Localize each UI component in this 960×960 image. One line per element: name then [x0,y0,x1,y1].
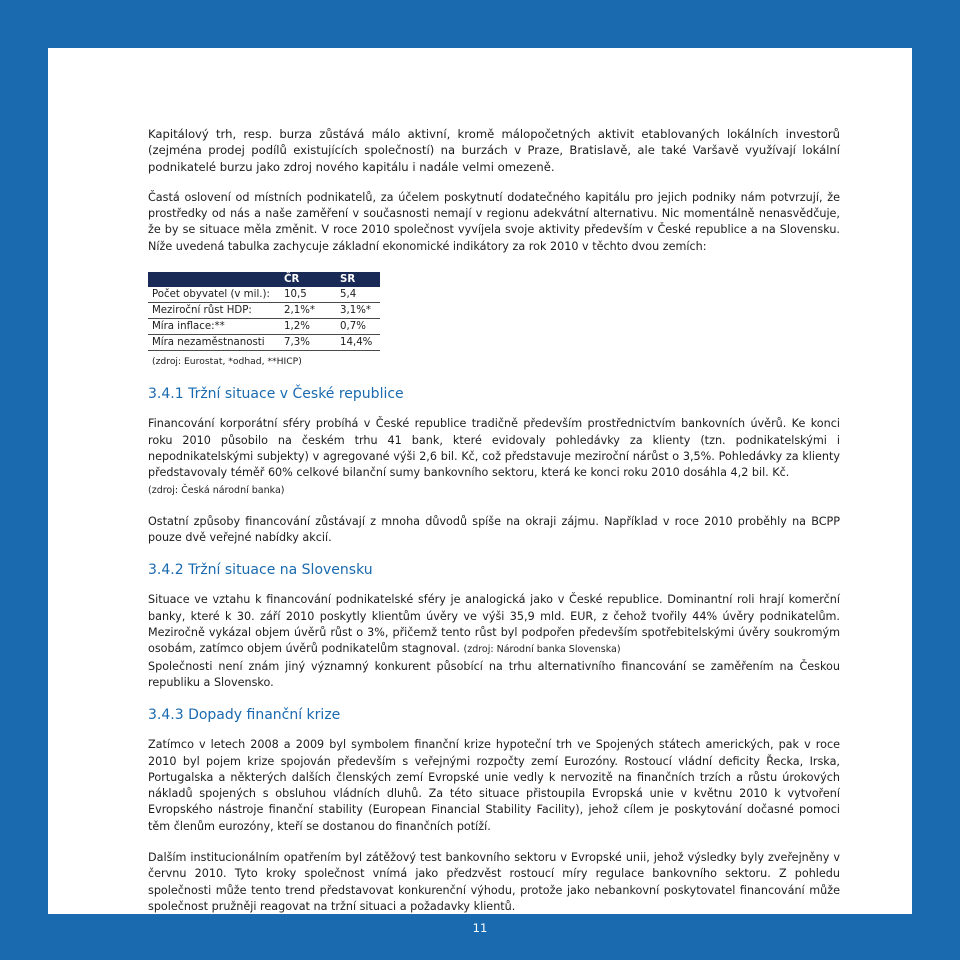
row-label: Míra inflace:** [148,319,284,335]
section-heading-342: 3.4.2 Tržní situace na Slovensku [148,562,373,579]
row-label: Počet obyvatel (v mil.): [148,287,284,303]
row-label: Míra nezaměstnanosti [148,335,284,351]
document-page [48,48,912,914]
section-341-paragraph [148,416,840,498]
page-content [148,126,840,915]
section-342-source: (zdroj: Národní banka Slovenska) [463,644,621,656]
table-row [148,287,380,303]
cr-value: 7,3% [284,335,340,351]
table-source: (zdroj: Eurostat, *odhad, **HICP) [152,356,302,368]
section-341-text: Financování korporátní sféry probíhá v České republice tradičně především prostřednictvím bankovních úvěrů. Ke konci roku 2010 působilo na českém trhu 41 bank, které evidovaly pohledávky za klienty (tzn. podnikatelskými i nepodnikatelskými subjekty) v agregované výši 2,6 bil. Kč, což představuje meziroční nárůst o 3,5%. Pohledávky za klienty představovaly téměř 60% celkové bilanční sumy bankovního sektoru, která ke konci roku 2010 dosáhla 4,2 bil. Kč. [148,417,840,480]
cr-value: 10,5 [284,287,340,303]
section-342-paragraph [148,592,840,658]
row-label: Meziroční růst HDP: [148,303,284,319]
section-341-paragraph-2: Ostatní způsoby financování zůstávají z mnoha důvodů spíše na okraji zájmu. Například v roce 2010 proběhly na BCPP pouze dvě veřejné nabídky akcií. [148,514,840,545]
cr-value: 2,1%* [284,303,340,319]
table-header-blank [148,272,284,287]
table-header-row [148,272,380,287]
page-number: 11 [472,921,488,935]
section-342-paragraph-2: Společnosti není znám jiný významný konkurent působící na trhu alternativního financování se zaměřením na Českou republiku a Slovensko. [148,659,840,689]
market-paragraph: Častá oslovení od místních podnikatelů, za účelem poskytnutí dodatečného kapitálu pro jejich podniky nám potvrzují, že prostředky od nás a naše zaměření v současnosti nemají v regionu adekvátní alternativu. Nic momentálně nenasvědčuje, že by se situace měla změnit. V roce 2010 společnost vyvíjela svoje aktivity především v České republice a na Slovensku. Níže uvedená tabulka zachycuje základní ekonomické indikátory za rok 2010 v těchto dvou zemích: [148,190,840,253]
section-343-paragraph-2: Dalším institucionálním opatřením byl zátěžový test bankovního sektoru v Evropské unii, jehož výsledky byly zveřejněny v červnu 2010. Tyto kroky společnost vnímá jako předzvěst rostoucí míry regulace bankovního sektoru. Z pohledu společnosti může tento trend představovat konkurenční výhodu, protože jako nebankovní poskytovatel financování může společnost pružněji reagovat na tržní situaci a požadavky klientů. [148,851,840,913]
section-343-paragraph: Zatímco v letech 2008 a 2009 byl symbolem finanční krize hypoteční trh ve Spojených státech amerických, pak v roce 2010 byl pojem krize spojován především s veřejnými rozpočty zemí Eurozóny. Rostoucí vládní deficity Řecka, Irska, Portugalska a některých dalších členských zemí Evropské unie vedly k nervozitě na finančních trzích a růstu úrokových nákladů spojených s obsluhou vládních dluhů. Za této situace přistoupila Evropská unie v květnu 2010 k vytvoření Evropského nástroje finanční stability (European Financial Stability Facility), jehož cílem je poskytování dočasné pomoci těm členům eurozóny, kteří se dostanou do finančních potíží. [148,738,840,833]
section-heading-343: 3.4.3 Dopady finanční krize [148,707,341,724]
section-341-source: (zdroj: Česká národní banka) [148,484,285,496]
table-header-cr: ČR [284,272,340,287]
section-342-text: Situace ve vztahu k financování podnikatelské sféry je analogická jako v České republice. Dominantní roli hrají komerční banky, které k 30. září 2010 poskytly klientům úvěry ve výši 35,9 mld. EUR, z čehož tvořily 44% úvěry podnikatelům. Meziročně vykázal objem úvěrů růst o 3%, přičemž tento růst byl podpořen především spotřebitelskými úvěry soukromým osobám, zatímco objem úvěrů podnikatelům stagnoval. [148,593,840,656]
sr-value: 5,4 [340,287,380,303]
sr-value: 14,4% [340,335,380,351]
table-row [148,335,380,351]
section-heading-341: 3.4.1 Tržní situace v České republice [148,386,404,403]
table-header-sr: SR [340,272,380,287]
intro-paragraph: Kapitálový trh, resp. burza zůstává málo aktivní, kromě málopočetných aktivit etablovaných lokálních investorů (zejména prodej podílů existujících společností) na burzách v Praze, Bratislavě, ale také Varšavě využívají lokální podnikatelé burzu jako zdroj nového kapitálu i nadále velmi omezeně. [148,127,840,174]
sr-value: 0,7% [340,319,380,335]
indicators-table [148,272,380,351]
table-row [148,303,380,319]
cr-value: 1,2% [284,319,340,335]
sr-value: 3,1%* [340,303,380,319]
table-row [148,319,380,335]
